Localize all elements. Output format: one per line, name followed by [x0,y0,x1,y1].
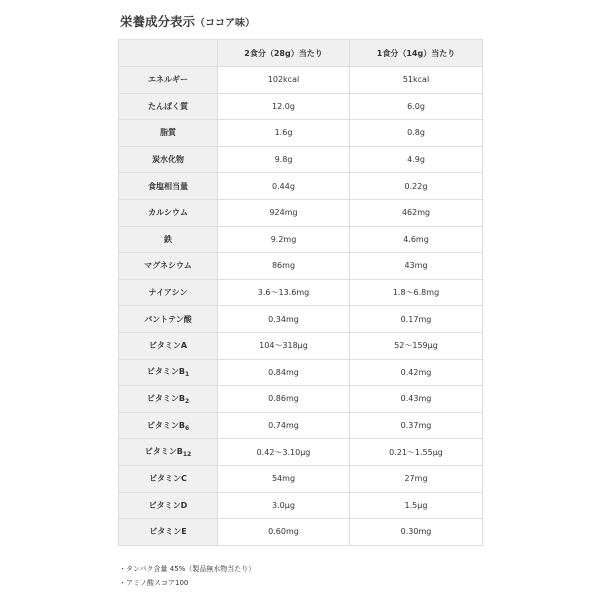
value-two-servings: 0.60mg [218,519,350,546]
nutrient-label: ビタミンA [148,341,188,351]
value-one-serving: 0.21〜1.55μg [350,439,483,466]
nutrient-label: ナイアシン [148,288,188,298]
table-row [119,412,483,439]
value-two-servings: 3.0μg [218,492,350,519]
table-row [119,439,483,466]
value-one-serving: 0.43mg [350,386,483,413]
nutrient-label: 鉄 [164,234,172,244]
nutrition-panel [113,0,486,600]
table-row [119,332,483,359]
table-row [119,93,483,120]
nutrient-subscript: 12 [182,451,192,459]
table-row [119,492,483,519]
nutrient-name [119,93,218,120]
nutrient-name [119,439,218,466]
nutrient-label: 脂質 [160,128,176,138]
value-one-serving: 6.0g [350,93,483,120]
nutrient-label: カルシウム [148,208,188,218]
table-row [119,67,483,94]
nutrition-table [118,39,483,546]
value-one-serving: 0.30mg [350,519,483,546]
value-two-servings: 0.42〜3.10μg [218,439,350,466]
value-one-serving: 1.5μg [350,492,483,519]
value-two-servings: 12.0g [218,93,350,120]
nutrient-name [119,332,218,359]
title-sub: （ココア味） [195,18,256,29]
nutrient-name [119,306,218,333]
table-row [119,279,483,306]
note-item: ・タンパク含量 45%（製品無水物当たり） [119,565,256,573]
nutrient-label: ビタミンB [144,447,183,457]
value-one-serving: 52〜159μg [350,332,483,359]
page-title [120,12,255,30]
nutrient-name [119,67,218,94]
nutrient-subscript: 2 [184,397,190,405]
value-two-servings: 54mg [218,465,350,492]
value-one-serving: 0.37mg [350,412,483,439]
table-row [119,465,483,492]
value-two-servings: 0.86mg [218,386,350,413]
value-one-serving: 0.22g [350,173,483,200]
nutrient-label: 食塩相当量 [148,181,188,191]
nutrient-name [119,173,218,200]
nutrient-name [119,279,218,306]
value-two-servings: 0.34mg [218,306,350,333]
value-one-serving: 27mg [350,465,483,492]
nutrient-name [119,386,218,413]
nutrient-name [119,519,218,546]
notes [119,562,255,590]
table-row [119,226,483,253]
table-row [119,146,483,173]
nutrient-name [119,226,218,253]
value-two-servings: 9.2mg [218,226,350,253]
table-header-row [119,40,483,67]
value-one-serving: 1.8〜6.8mg [350,279,483,306]
table-row [119,386,483,413]
table-row [119,306,483,333]
note-item: ・アミノ酸スコア100 [119,579,189,587]
nutrient-name [119,412,218,439]
value-two-servings: 3.6〜13.6mg [218,279,350,306]
nutrient-label: たんぱく質 [148,101,188,111]
value-two-servings: 104〜318μg [218,332,350,359]
table-body [119,67,483,546]
value-one-serving: 0.17mg [350,306,483,333]
nutrient-subscript: 1 [184,371,190,379]
nutrient-name [119,492,218,519]
value-two-servings: 102kcal [218,67,350,94]
nutrient-label: エネルギー [148,75,188,85]
table-row [119,173,483,200]
header-corner [119,40,218,67]
nutrient-name [119,465,218,492]
nutrient-name [119,199,218,226]
table-row [119,359,483,386]
nutrient-label: ビタミンB [146,420,185,430]
title-main: 栄養成分表示 [120,14,196,29]
value-two-servings: 924mg [218,199,350,226]
nutrient-label: マグネシウム [144,261,192,271]
value-two-servings: 86mg [218,253,350,280]
value-one-serving: 0.42mg [350,359,483,386]
value-one-serving: 43mg [350,253,483,280]
nutrient-name [119,253,218,280]
table-row [119,199,483,226]
value-one-serving: 462mg [350,199,483,226]
nutrient-name [119,120,218,147]
nutrient-label: パントテン酸 [144,314,192,324]
value-one-serving: 4.9g [350,146,483,173]
table-row [119,120,483,147]
value-one-serving: 51kcal [350,67,483,94]
nutrient-subscript: 6 [184,424,190,432]
nutrient-label: 炭水化物 [152,155,184,165]
nutrient-label: ビタミンB [146,367,185,377]
value-two-servings: 1.6g [218,120,350,147]
nutrient-label: ビタミンB [146,393,185,403]
nutrient-label: ビタミンD [148,500,188,510]
value-two-servings: 9.8g [218,146,350,173]
value-one-serving: 4.6mg [350,226,483,253]
value-two-servings: 0.84mg [218,359,350,386]
value-two-servings: 0.44g [218,173,350,200]
table-row [119,253,483,280]
nutrient-name [119,359,218,386]
value-one-serving: 0.8g [350,120,483,147]
header-one-serving: 1食分（14g）当たり [350,40,483,67]
header-two-servings: 2食分（28g）当たり [218,40,350,67]
nutrient-name [119,146,218,173]
table-row [119,519,483,546]
nutrient-label: ビタミンE [149,527,187,537]
nutrient-label: ビタミンC [149,474,187,484]
value-two-servings: 0.74mg [218,412,350,439]
